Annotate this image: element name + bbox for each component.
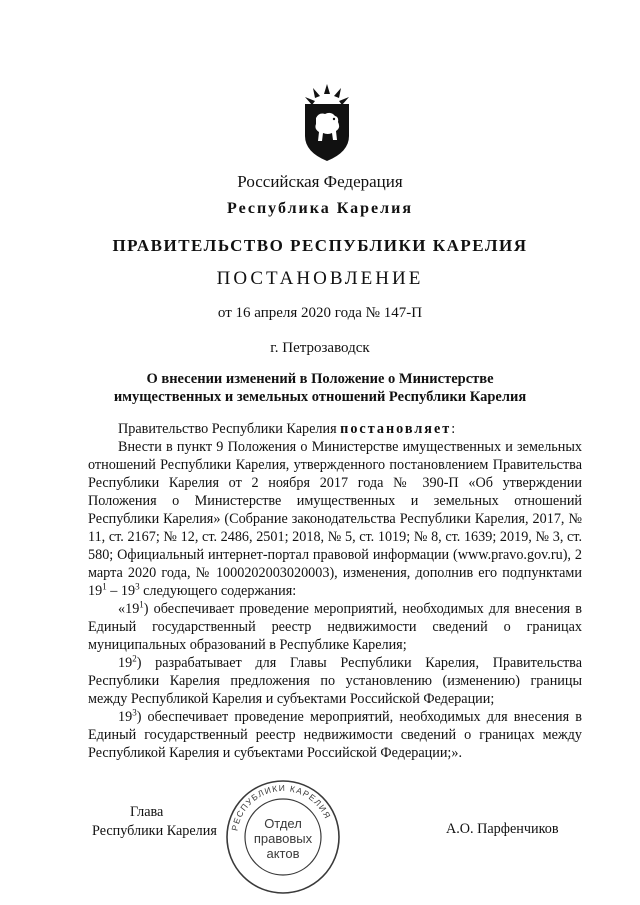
country-name: Российская Федерация — [237, 172, 403, 191]
document-title — [0, 370, 640, 406]
date-number: от 16 апреля 2020 года № 147-П — [217, 305, 423, 321]
republic-name: Республика Карелия — [227, 200, 413, 217]
stamp-seal — [224, 778, 342, 896]
signatory-role: Глава — [130, 804, 164, 820]
signatory-region: Республики Карелия — [92, 823, 217, 839]
document-body — [88, 420, 582, 762]
government-name: ПРАВИТЕЛЬСТВО РЕСПУБЛИКИ КАРЕЛИЯ — [112, 236, 528, 255]
stamp-ring-text: РЕСПУБЛИКИ КАРЕЛИЯ — [229, 782, 334, 832]
signatory-title — [92, 803, 217, 841]
stamp-line: Отдел — [264, 816, 302, 831]
signatory-name: А.О. Парфенчиков — [446, 821, 559, 837]
paragraph-subitem-3: $19^3$) обеспечивает проведение мероприятий, необходимых для внесения в Единый государственный реестр недвижимости сведений о границах между Республикой Карелия и субъектами Российской Федерации;». — [88, 707, 582, 761]
document-type: ПОСТАНОВЛЕНИЕ — [216, 268, 424, 289]
stamp-line: актов — [266, 846, 300, 861]
title-line: О внесении изменений в Положение о Министерстве — [146, 371, 494, 387]
city: г. Петрозаводск — [270, 340, 370, 356]
paragraph-subitem-2: $19^2$) разрабатывает для Главы Республики Карелия, Правительства Республики Карелия предложения по установлению (изменению) границы между Республикой Карелия и субъектами Российской Федерации; — [88, 653, 582, 707]
paragraph-subitem-1: «$19^1$) обеспечивает проведение мероприятий, необходимых для внесения в Единый государственный реестр недвижимости сведений о границах муниципальных образований в Республике Карелия; — [88, 599, 582, 653]
title-line: имущественных и земельных отношений Республики Карелия — [113, 389, 527, 405]
paragraph-main: Внести в пункт 9 Положения о Министерстве имущественных и земельных отношений Республики Карелия, утвержденного постановлением Правительства Республики Карелия от 2 ноября 2017 года № 390-П «Об утверждении Положения о Министерстве имущественных и земельных отношений Республики Карелия» (Собрание законодательства Республики Карелия, 2017, № 11, ст. 2167; № 12, ст. 2486, 2501; 2018, № 5, ст. 1019; № 8, ст. 1639; 2019, № 3, ст. 580; Официальный интернет-портал правовой информации (www.pravo.gov.ru), 2 марта 2020 года, № 1000202003020003), изменения, дополнив его подпунктами $19^1 - 19^3$ следующего содержания: — [88, 439, 582, 599]
decree-keyword: постановляет — [340, 421, 452, 437]
coat-of-arms-icon — [301, 84, 353, 162]
stamp-line: правовых — [253, 831, 313, 846]
paragraph-preamble: Правительство Республики Карелия постановляет: — [118, 421, 456, 437]
